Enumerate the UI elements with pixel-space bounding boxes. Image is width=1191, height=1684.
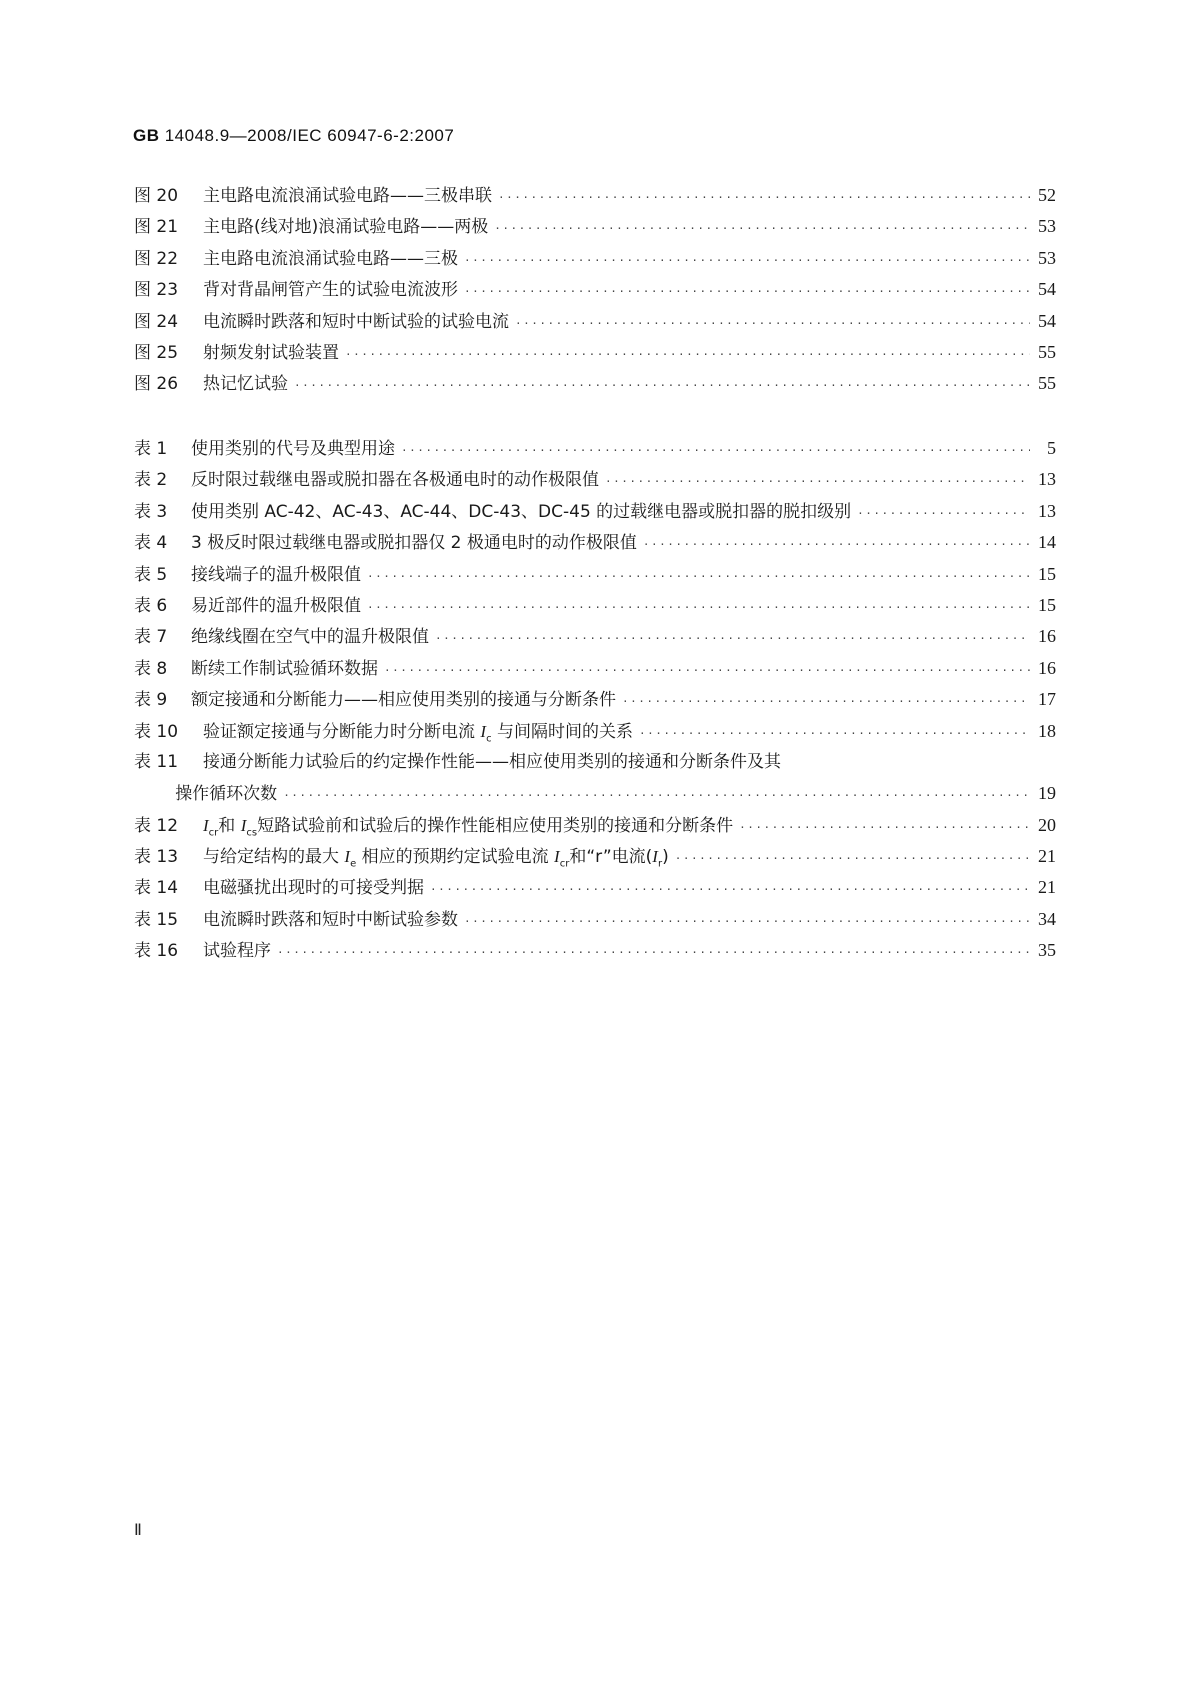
toc-entry[interactable]: [134, 496, 1056, 527]
entry-label: 表 4: [134, 533, 168, 554]
leader-dots: [277, 937, 1030, 968]
entry-label: 表 14: [134, 878, 179, 899]
entry-page: 17: [1038, 689, 1056, 710]
toc-entry[interactable]: [134, 559, 1056, 590]
entry-label: 表 8: [134, 658, 168, 679]
leader-dots: [515, 308, 1030, 339]
title-part: 短路试验前和试验后的操作性能相应使用类别的接通和分断条件: [257, 815, 734, 836]
toc-entry[interactable]: [134, 872, 1056, 903]
entry-page: 16: [1038, 657, 1056, 678]
leader-dots: [494, 213, 1030, 244]
entry-page: 55: [1038, 341, 1056, 362]
toc-entry[interactable]: [134, 935, 1056, 966]
leader-dots: [283, 780, 1030, 811]
entry-page: 15: [1038, 594, 1056, 615]
title-part: 和“r”电流(: [569, 847, 653, 868]
symbol: I: [203, 815, 209, 835]
symbol-subscript: r: [657, 858, 663, 870]
toc-entry[interactable]: [134, 243, 1056, 274]
entry-label: 表 1: [134, 439, 168, 459]
symbol-subscript: cr: [559, 858, 570, 870]
entry-title: 3 极反时限过载继电器或脱扣器仅 2 极通电时的动作极限值: [191, 533, 637, 554]
toc-entry[interactable]: [134, 337, 1056, 368]
leader-dots: [675, 843, 1030, 874]
entry-label: 图 26: [134, 374, 179, 395]
entry-label: 图 24: [134, 311, 179, 332]
toc-entry[interactable]: [134, 590, 1056, 621]
entry-label: 表 10: [134, 721, 179, 742]
entry-title: 背对背晶闸管产生的试验电流波形: [203, 280, 458, 301]
toc-entry[interactable]: [134, 716, 1056, 747]
leader-dots: [605, 466, 1030, 497]
entry-page: 5: [1047, 438, 1056, 458]
title-part: ): [662, 847, 669, 868]
toc-entry[interactable]: [134, 274, 1056, 305]
entry-page: 54: [1038, 310, 1056, 331]
symbol: I: [240, 815, 247, 835]
page-number-footer: Ⅱ: [134, 1522, 142, 1539]
leader-dots: [367, 561, 1030, 592]
entry-title: 绝缘线圈在空气中的温升极限值: [191, 627, 429, 648]
entry-page: 16: [1038, 626, 1056, 647]
symbol: I: [480, 721, 487, 741]
entry-title: 接线端子的温升极限值: [191, 564, 361, 585]
entry-title: 电流瞬时跌落和短时中断试验参数: [203, 909, 458, 930]
toc-entry[interactable]: [134, 747, 1056, 778]
entry-label: 图 22: [134, 248, 179, 269]
leader-dots: [430, 874, 1030, 905]
entry-label: 表 11: [134, 751, 179, 772]
title-part: 相应的预期约定试验电流: [356, 847, 555, 868]
symbol-subscript: c: [486, 732, 492, 744]
toc-entry[interactable]: [134, 211, 1056, 242]
entry-title: 射频发射试验装置: [203, 342, 339, 363]
entry-title: 热记忆试验: [203, 374, 288, 395]
standard-header: [133, 126, 454, 146]
toc-entry-continuation[interactable]: [134, 778, 1056, 809]
title-part: 与给定结构的最大: [203, 847, 345, 868]
entry-label: 表 9: [134, 690, 168, 711]
symbol-subscript: e: [350, 858, 357, 870]
toc-entry[interactable]: [134, 464, 1056, 495]
table-list: [134, 433, 1056, 967]
entry-label: 表 3: [134, 501, 168, 522]
entry-label: 表 13: [134, 847, 179, 868]
entry-title: 主电路电流浪涌试验电路——三极: [203, 248, 458, 269]
entry-page: 54: [1038, 279, 1056, 300]
leader-dots: [739, 812, 1030, 843]
entry-page: 19: [1038, 783, 1056, 804]
entry-title: 电流瞬时跌落和短时中断试验的试验电流: [203, 311, 509, 332]
entry-label: 表 16: [134, 941, 179, 962]
symbol: I: [554, 847, 560, 867]
leader-dots: [622, 686, 1030, 717]
entry-title: 易近部件的温升极限值: [191, 595, 361, 616]
entry-title: 使用类别的代号及典型用途: [191, 439, 395, 459]
symbol: I: [344, 847, 351, 867]
leader-dots: [464, 276, 1030, 307]
title-part: 与间隔时间的关系: [491, 721, 633, 742]
toc-entry[interactable]: [134, 433, 1056, 464]
entry-title: 断续工作制试验循环数据: [191, 658, 378, 679]
entry-page: 21: [1038, 877, 1056, 898]
leader-dots: [367, 592, 1030, 623]
toc-entry[interactable]: [134, 368, 1056, 399]
entry-page: 18: [1038, 720, 1056, 741]
entry-label: 图 20: [134, 186, 179, 206]
toc-entry[interactable]: [134, 810, 1056, 841]
symbol-subscript: cs: [246, 827, 258, 839]
leader-dots: [639, 718, 1030, 749]
entry-page: 13: [1038, 469, 1056, 490]
entry-page: 53: [1038, 216, 1056, 237]
standard-number: 14048.9—2008/IEC 60947-6-2:2007: [159, 126, 455, 145]
leader-dots: [435, 623, 1030, 654]
entry-page: 21: [1038, 846, 1056, 867]
figure-list: [134, 180, 1056, 400]
entry-page: 34: [1038, 908, 1056, 929]
toc-entry[interactable]: [134, 684, 1056, 715]
standard-prefix: GB: [133, 126, 160, 145]
entry-title: 使用类别 AC-42、AC-43、AC-44、DC-43、DC-45 的过载继电器或脱扣器的脱扣级别: [191, 501, 852, 522]
toc-entry[interactable]: [134, 841, 1056, 872]
entry-title: 电磁骚扰出现时的可接受判据: [203, 878, 424, 899]
toc-entry[interactable]: [134, 653, 1056, 684]
leader-dots: [345, 339, 1030, 370]
toc-entry[interactable]: [134, 527, 1056, 558]
entry-title-line1: 接通分断能力试验后的约定操作性能——相应使用类别的接通和分断条件及其: [203, 751, 781, 772]
entry-label: 表 7: [134, 627, 168, 648]
entry-label: 表 15: [134, 909, 179, 930]
leader-dots: [464, 906, 1030, 937]
entry-title: 主电路(线对地)浪涌试验电路——两极: [203, 217, 489, 238]
toc-entry[interactable]: [134, 180, 1056, 211]
entry-page: 15: [1038, 563, 1056, 584]
toc-entry[interactable]: [134, 904, 1056, 935]
entry-title-line2: 操作循环次数: [175, 784, 278, 805]
leader-dots: [294, 370, 1030, 401]
toc-entry[interactable]: [134, 621, 1056, 652]
leader-dots: [401, 435, 1030, 466]
entry-page: 55: [1038, 373, 1056, 394]
leader-dots: [498, 182, 1030, 213]
entry-label: 表 12: [134, 815, 179, 836]
entry-label: 图 21: [134, 217, 179, 238]
symbol: I: [652, 847, 658, 867]
entry-label: 图 23: [134, 280, 179, 301]
entry-title: 反时限过载继电器或脱扣器在各极通电时的动作极限值: [191, 470, 599, 491]
entry-page: 13: [1038, 500, 1056, 521]
toc-entry[interactable]: [134, 306, 1056, 337]
entry-label: 表 5: [134, 564, 168, 585]
leader-dots: [857, 498, 1030, 529]
entry-page: 14: [1038, 532, 1056, 553]
symbol-subscript: cr: [208, 827, 219, 839]
title-part: 验证额定接通与分断能力时分断电流: [203, 721, 481, 742]
leader-dots: [384, 655, 1030, 686]
entry-title: 主电路电流浪涌试验电路——三极串联: [203, 186, 492, 206]
title-part: 和: [218, 815, 241, 836]
entry-title: 额定接通和分断能力——相应使用类别的接通与分断条件: [191, 690, 616, 711]
entry-page: 53: [1038, 247, 1056, 268]
leader-dots: [464, 245, 1030, 276]
leader-dots: [643, 529, 1030, 560]
entry-label: 表 2: [134, 470, 168, 491]
entry-label: 表 6: [134, 595, 168, 616]
entry-title: 试验程序: [203, 941, 271, 962]
entry-page: 35: [1038, 940, 1056, 961]
entry-page: 20: [1038, 814, 1056, 835]
entry-page: 52: [1038, 185, 1056, 205]
entry-label: 图 25: [134, 342, 179, 363]
